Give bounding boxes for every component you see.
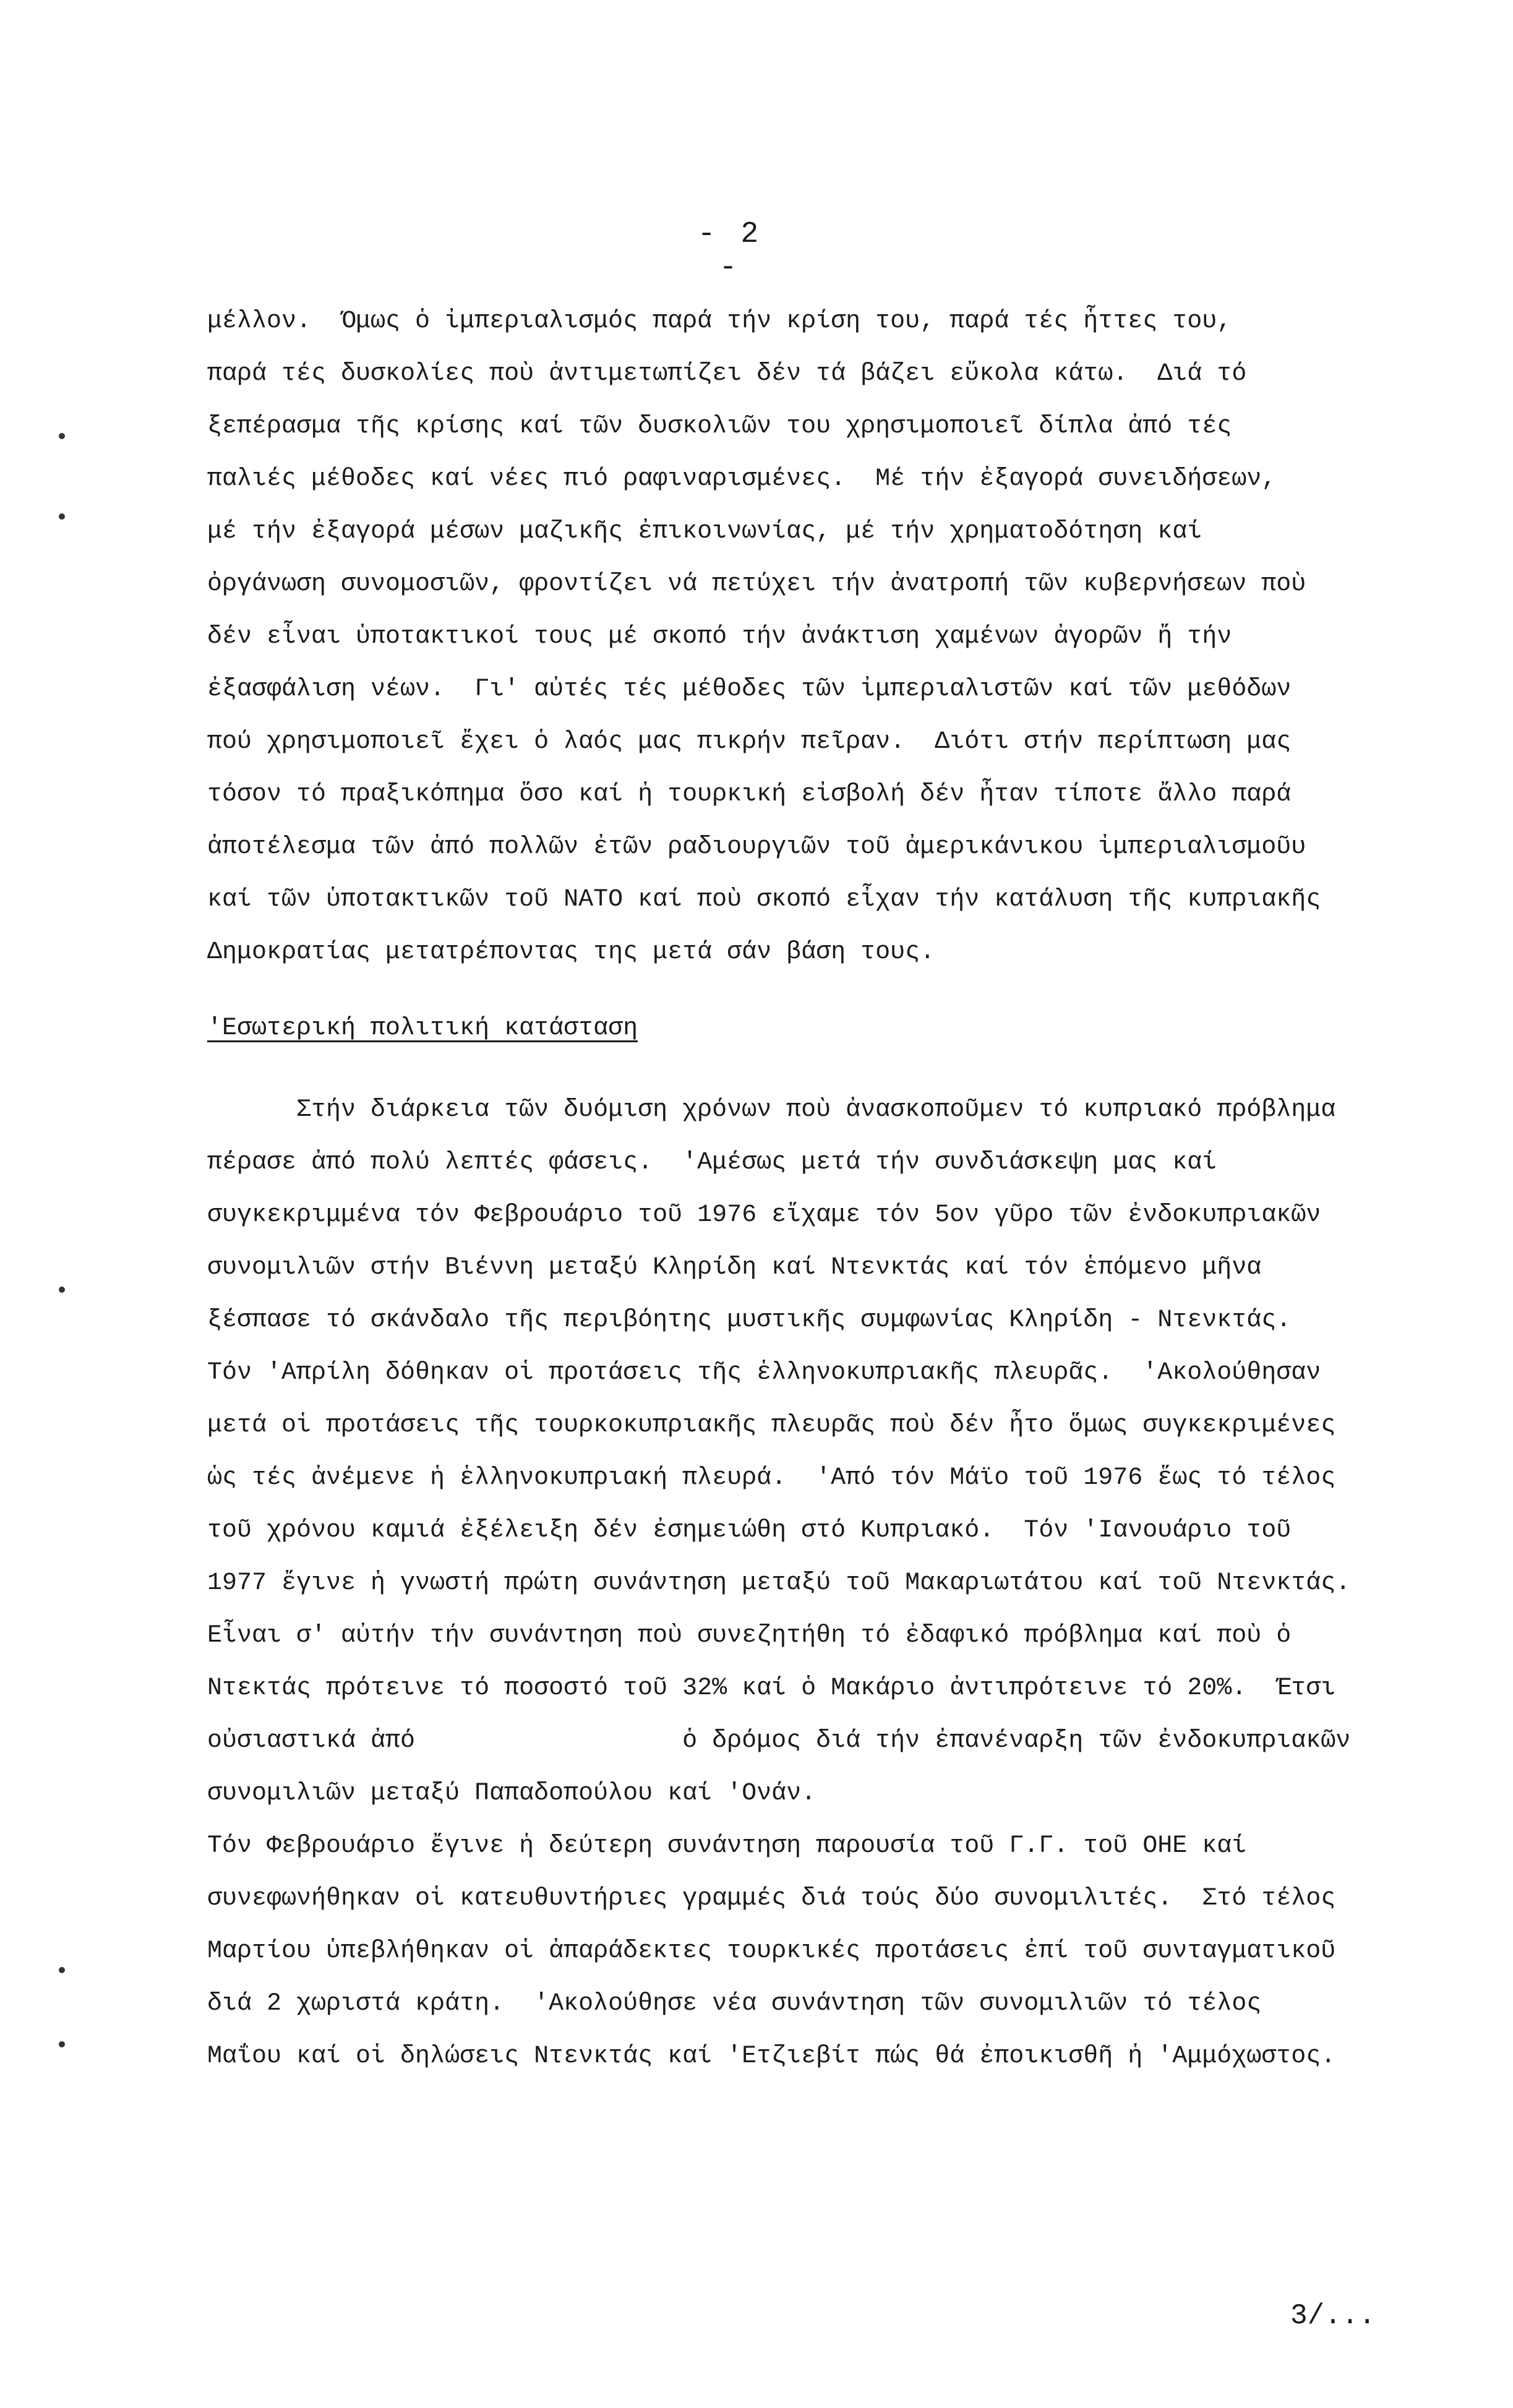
text-line: καί τῶν ὑποτακτικῶν τοῦ ΝΑΤΟ καί ποὺ σκοπό εἶχαν τήν κατάλυση τῆς κυπριακῆς xyxy=(207,886,1321,914)
text-line: πέρασε ἀπό πολύ λεπτές φάσεις. 'Αμέσως μετά τήν συνδιάσκεψη μας καί xyxy=(207,1149,1217,1176)
text-line: συγκεκριμμένα τόν Φεβρουάριο τοῦ 1976 εἴχαμε τόν 5ον γῦρο τῶν ἐνδοκυπριακῶν xyxy=(207,1201,1321,1229)
text-line: Τόν Φεβρουάριο ἔγινε ἡ δεύτερη συνάντηση παρουσία τοῦ Γ.Γ. τοῦ ΟΗΕ καί xyxy=(207,1832,1247,1860)
scan-speck xyxy=(59,1287,65,1293)
text-line: Δημοκρατίας μετατρέποντας της μετά σάν βάση τους. xyxy=(207,938,935,966)
text-line: τόσον τό πραξικόπημα ὅσο καί ἡ τουρκική εἰσβολή δέν ἦταν τίποτε ἄλλο παρά xyxy=(207,781,1292,808)
text-line: ξέσπασε τό σκάνδαλο τῆς περιβόητης μυστικῆς συμφωνίας Κληρίδη - Ντενκτάς. xyxy=(207,1306,1292,1334)
scan-speck xyxy=(59,513,65,520)
text-line: τοῦ χρόνου καμιά ἐξέλειξη δέν ἐσημειώθη στό Κυπριακό. Τόν 'Ιανουάριο τοῦ xyxy=(207,1517,1292,1545)
text-line: μετά οἱ προτάσεις τῆς τουρκοκυπριακῆς πλευρᾶς ποὺ δέν ἦτο ὅμως συγκεκριμένες xyxy=(207,1412,1336,1439)
text-line: ἐξασφάλιση νέων. Γι' αὐτές τές μέθοδες τῶν ἰμπεριαλιστῶν καί τῶν μεθόδων xyxy=(207,675,1292,703)
text-line: πού χρησιμοποιεῖ ἔχει ὁ λαός μας πικρήν πεῖραν. Διότι στήν περίπτωση μας xyxy=(207,728,1292,756)
text-line: συνομιλιῶν στήν Βιέννη μεταξύ Κληρίδη καί Ντενκτάς καί τόν ἑπόμενο μῆνα xyxy=(207,1254,1262,1282)
text-line: 1977 ἔγινε ἡ γνωστή πρώτη συνάντηση μεταξύ τοῦ Μακαριωτάτου καί τοῦ Ντενκτάς. xyxy=(207,1569,1351,1597)
text-line: ὀργάνωση συνομοσιῶν, φροντίζει νά πετύχει τήν ἀνατροπή τῶν κυβερνήσεων ποὺ xyxy=(207,570,1306,598)
text-line: παρά τές δυσκολίες ποὺ ἀντιμετωπίζει δέν τά βάζει εὔκολα κάτω. Διά τό xyxy=(207,360,1247,388)
text-line: οὐσιαστικά ἀπό ὁ δρόμος διά τήν ἐπανέναρξη τῶν ἐνδοκυπριακῶν xyxy=(207,1727,1351,1755)
text-line: ἀποτέλεσμα τῶν ἀπό πολλῶν ἐτῶν ραδιουργιῶν τοῦ ἀμερικάνικου ἰμπεριαλισμοῦυ xyxy=(207,833,1306,861)
text-line: Τόν 'Απρίλη δόθηκαν οἱ προτάσεις τῆς ἑλληνοκυπριακῆς πλευρᾶς. 'Ακολούθησαν xyxy=(207,1359,1321,1387)
scan-speck xyxy=(59,2041,65,2047)
text-line: ξεπέρασμα τῆς κρίσης καί τῶν δυσκολιῶν του χρησιμοποιεῖ δίπλα ἀπό τές xyxy=(207,413,1232,440)
scan-speck xyxy=(59,433,65,439)
text-line: Ντεκτάς πρότεινε τό ποσοστό τοῦ 32% καί ὁ Μακάριο ἀντιπρότεινε τό 20%. Έτσι xyxy=(207,1674,1336,1702)
text-line: συνεφωνήθηκαν οἱ κατευθυντήριες γραμμές διά τούς δύο συνομιλιτές. Στό τέλος xyxy=(207,1885,1336,1913)
text-line: παλιές μέθοδες καί νέες πιό ραφιναρισμένες. Μέ τήν ἐξαγορά συνειδήσεων, xyxy=(207,465,1277,493)
continuation-marker: 3/... xyxy=(1290,2300,1376,2332)
text-line: Μαρτίου ὑπεβλήθηκαν οἱ ἀπαράδεκτες τουρκικές προτάσεις ἐπί τοῦ συνταγματικοῦ xyxy=(207,1937,1336,1965)
text-line: Στήν διάρκεια τῶν δυόμιση χρόνων ποὺ ἀνασκοποῦμεν τό κυπριακό πρόβλημα xyxy=(207,1096,1336,1124)
page-number: - 2 - xyxy=(697,218,763,285)
text-line: διά 2 χωριστά κράτη. 'Ακολούθησε νέα συνάντηση τῶν συνομιλιῶν τό τέλος xyxy=(207,1990,1262,2018)
text-line: δέν εἶναι ὑποτακτικοί τους μέ σκοπό τήν ἀνάκτιση χαμένων ἀγορῶν ἤ τήν xyxy=(207,623,1232,651)
text-line: Εἶναι σ' αὐτήν τήν συνάντηση ποὺ συνεζητήθη τό ἐδαφικό πρόβλημα καί ποὺ ὁ xyxy=(207,1622,1292,1650)
scan-speck xyxy=(59,1967,65,1973)
text-line: μέλλον. Όμως ὁ ἰμπεριαλισμός παρά τήν κρίση του, παρά τές ἧττες του, xyxy=(207,307,1232,335)
text-line: ὡς τές ἀνέμενε ἡ ἑλληνοκυπριακή πλευρά. 'Από τόν Μάϊο τοῦ 1976 ἕως τό τέλος xyxy=(207,1464,1336,1492)
text-line: συνομιλιῶν μεταξύ Παπαδοπούλου καί 'Ονάν. xyxy=(207,1780,817,1807)
section-heading: 'Εσωτερική πολιτική κατάσταση xyxy=(207,1014,638,1042)
text-line: Μαΐου καί οἱ δηλώσεις Ντενκτάς καί 'Ετζιεβίτ πώς θά ἐποικισθῆ ἡ 'Αμμόχωστος. xyxy=(207,2042,1336,2070)
text-line: μέ τήν ἐξαγορά μέσων μαζικῆς ἐπικοινωνίας, μέ τήν χρηματοδότηση καί xyxy=(207,518,1202,546)
